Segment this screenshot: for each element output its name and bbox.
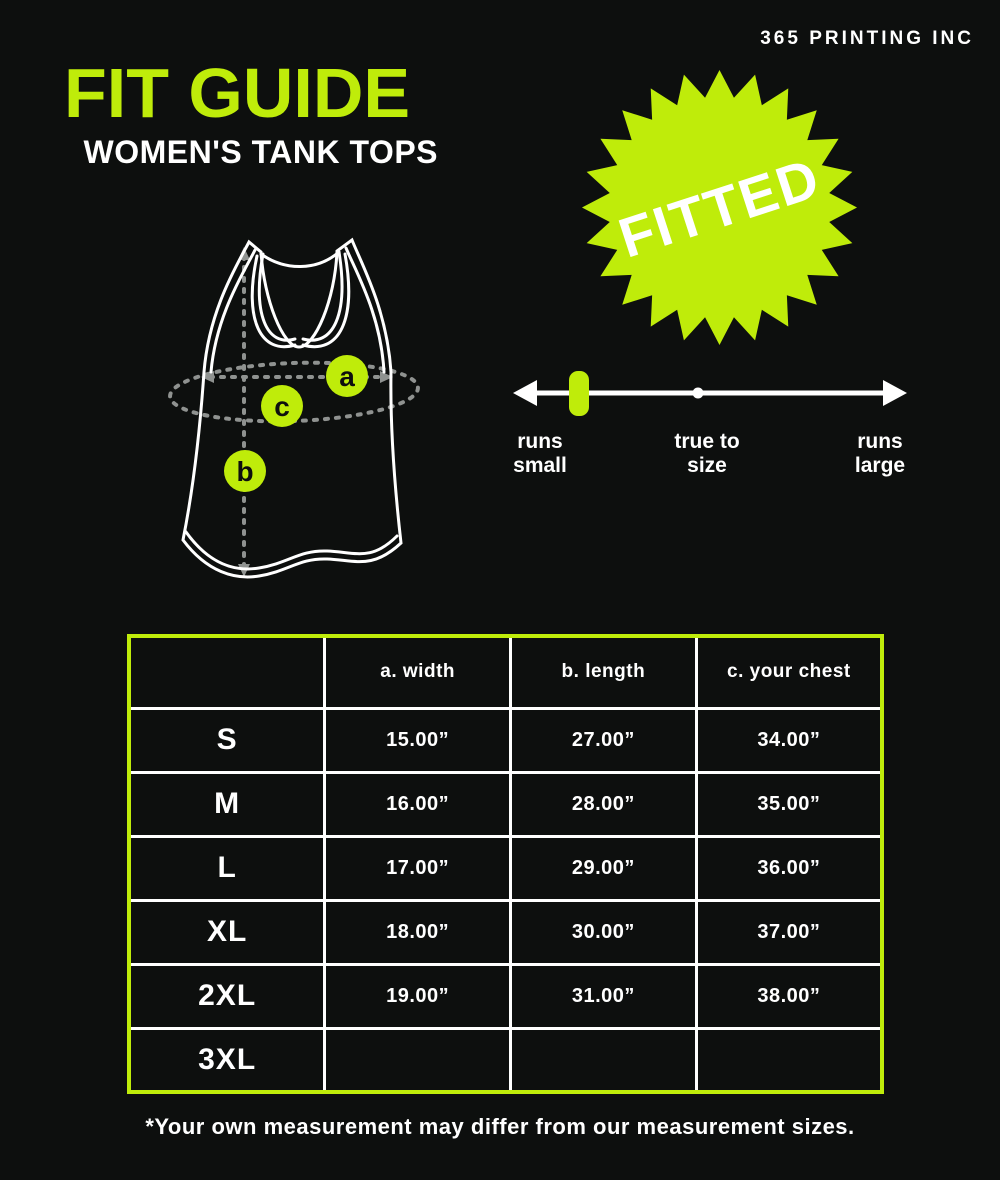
size-table — [127, 634, 884, 1094]
tank-hem-inner-line-icon — [186, 532, 397, 569]
width-value: 17.00” — [325, 836, 511, 900]
marker-c-letter: c — [274, 391, 290, 422]
runs-small-line1: runs — [517, 430, 563, 453]
length-value: 31.00” — [511, 964, 697, 1028]
length-value — [511, 1028, 697, 1092]
fit-scale-arrow-right-icon — [883, 380, 907, 406]
chest-value: 36.00” — [696, 836, 882, 900]
fit-position-marker — [569, 371, 589, 416]
table-row-xl — [129, 900, 882, 964]
fit-scale-arrow-left-icon — [513, 380, 537, 406]
table-row-l — [129, 836, 882, 900]
size-table-header-chest: c. your chest — [696, 636, 882, 708]
page-header — [64, 54, 438, 171]
marker-b-letter: b — [236, 456, 254, 487]
table-row-2xl — [129, 964, 882, 1028]
size-label: M — [129, 772, 325, 836]
runs-large-line1: runs — [857, 430, 903, 453]
width-value: 16.00” — [325, 772, 511, 836]
size-table-corner-cell — [129, 636, 325, 708]
true-to-size-dot-icon — [693, 388, 704, 399]
chest-value: 38.00” — [696, 964, 882, 1028]
size-label: 3XL — [129, 1028, 325, 1092]
brand-name: 365 PRINTING INC — [760, 28, 974, 49]
width-value: 18.00” — [325, 900, 511, 964]
size-label: S — [129, 708, 325, 772]
runs-large-line2: large — [854, 453, 906, 477]
scale-label-runs-large — [835, 430, 925, 477]
back-collar-line-icon — [261, 252, 339, 267]
page-subtitle: WOMEN'S TANK TOPS — [83, 134, 438, 170]
length-value: 30.00” — [511, 900, 697, 964]
true-to-size-line1: true to — [674, 430, 740, 453]
size-table-header-width: a. width — [325, 636, 511, 708]
fitted-badge — [572, 60, 867, 355]
width-value — [325, 1028, 511, 1092]
size-table-header-length: b. length — [511, 636, 697, 708]
length-value: 29.00” — [511, 836, 697, 900]
width-value: 15.00” — [325, 708, 511, 772]
table-row-m — [129, 772, 882, 836]
chest-value — [696, 1028, 882, 1092]
size-label: 2XL — [129, 964, 325, 1028]
chest-value: 35.00” — [696, 772, 882, 836]
chest-value: 34.00” — [696, 708, 882, 772]
length-value: 28.00” — [511, 772, 697, 836]
chest-value: 37.00” — [696, 900, 882, 964]
marker-a-letter: a — [339, 361, 355, 392]
tank-top-diagram — [160, 230, 435, 590]
scale-label-runs-small — [495, 430, 585, 477]
measurement-disclaimer: *Your own measurement may differ from our measurement sizes. — [145, 1114, 855, 1139]
width-value: 19.00” — [325, 964, 511, 1028]
size-label: L — [129, 836, 325, 900]
scale-label-true-to-size — [662, 430, 752, 477]
table-row-3xl — [129, 1028, 882, 1092]
size-label: XL — [129, 900, 325, 964]
fitted-badge-label: FITTED — [611, 145, 828, 270]
page-title: FIT GUIDE — [64, 54, 411, 132]
fit-scale — [505, 358, 915, 423]
size-table-header-row — [129, 636, 882, 708]
table-row-s — [129, 708, 882, 772]
true-to-size-line2: size — [687, 453, 727, 477]
runs-small-line2: small — [513, 453, 567, 477]
length-value: 27.00” — [511, 708, 697, 772]
